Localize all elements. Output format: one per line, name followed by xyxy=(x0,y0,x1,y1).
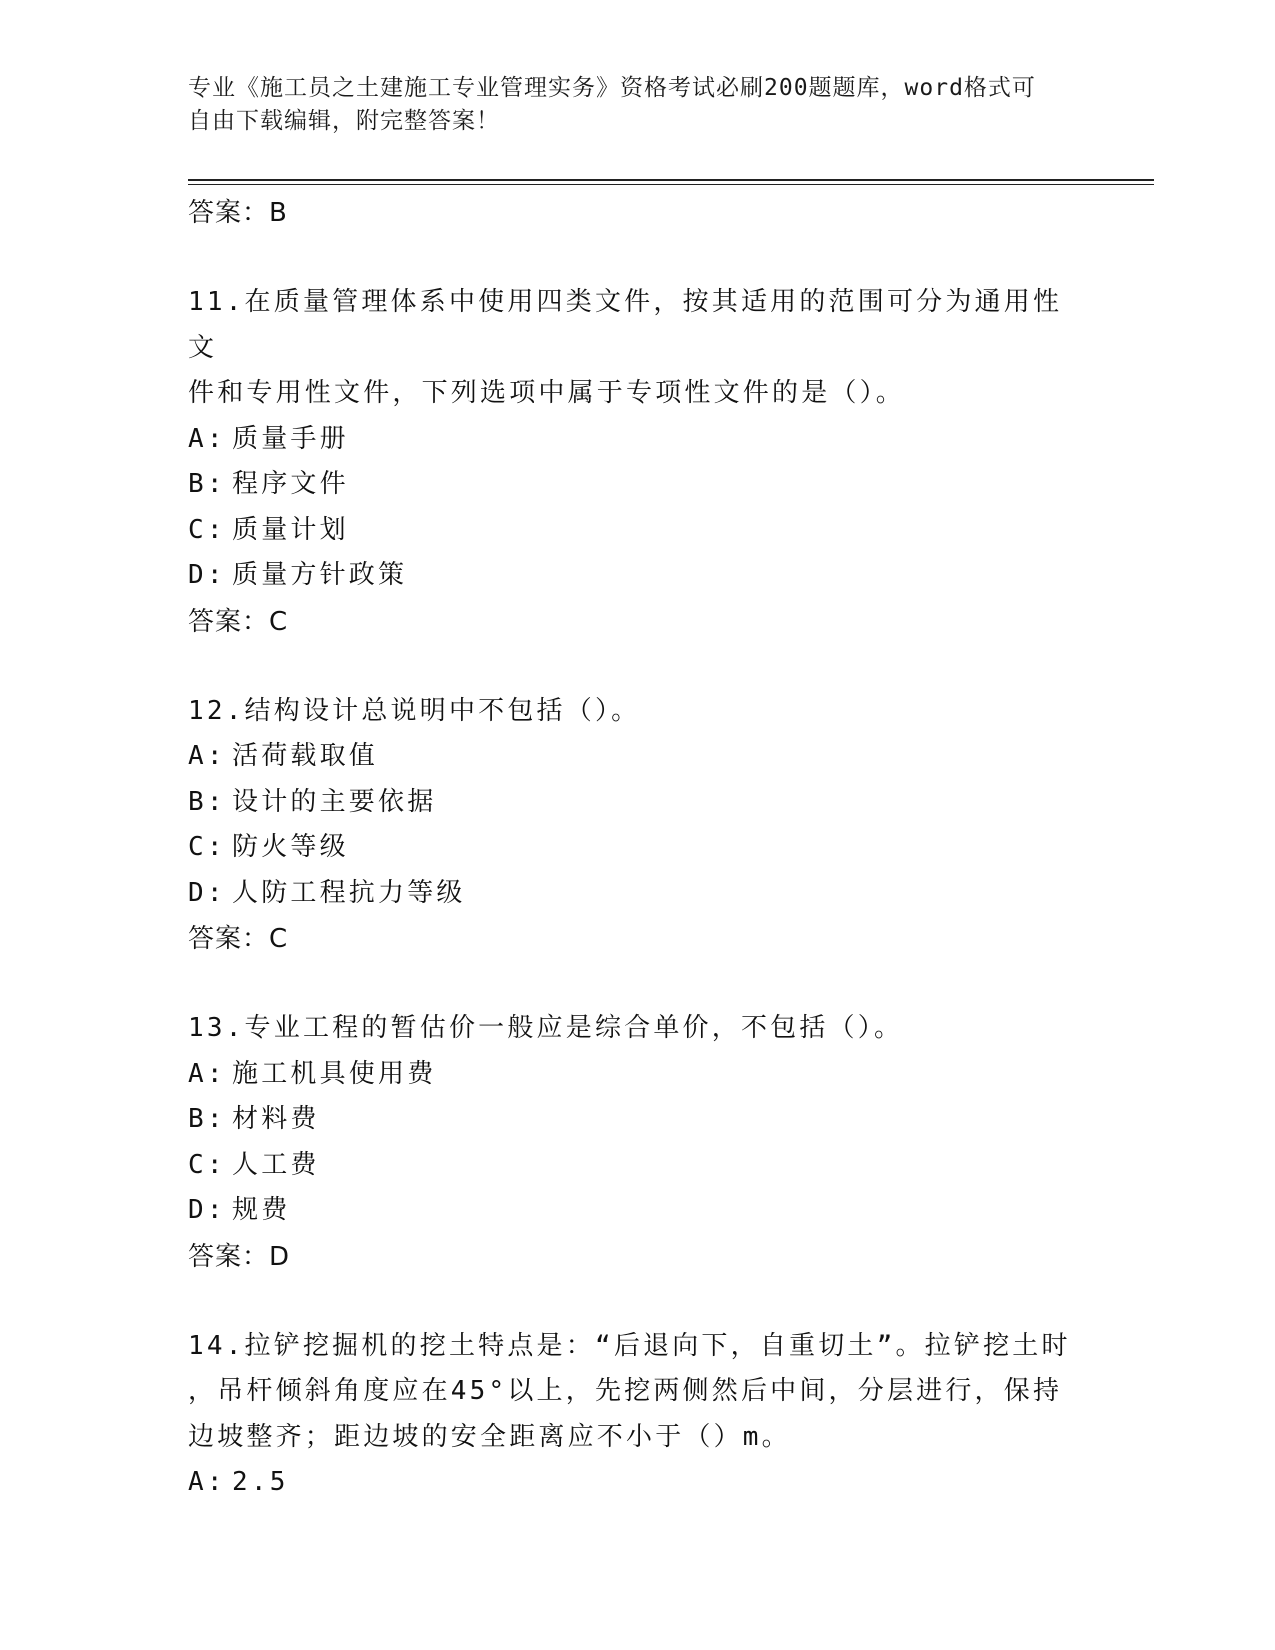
question-block xyxy=(188,1006,1088,1280)
option-label: A: xyxy=(188,1467,226,1497)
option-label: D: xyxy=(188,877,226,908)
option-text: 活荷载取值 xyxy=(232,741,379,771)
question-text-line: 14.拉铲挖掘机的挖土特点是：“后退向下，自重切土”。拉铲挖土时 xyxy=(188,1330,1071,1361)
option-text: 质量手册 xyxy=(232,423,349,454)
option-text: 防火等级 xyxy=(232,832,349,862)
option-text: 人防工程抗力等级 xyxy=(232,877,466,908)
question-text-line: ，吊杆倾斜角度应在45°以上，先挖两侧然后中间，分层进行，保持 xyxy=(188,1376,1063,1406)
option-b xyxy=(188,462,1088,508)
answer-line: 答案：C xyxy=(188,924,289,954)
option-b xyxy=(188,1097,1088,1143)
answer-line: 答案：D xyxy=(188,1241,291,1272)
header-line-2: 自由下载编辑，附完整答案！ xyxy=(188,108,500,134)
option-label: A: xyxy=(188,741,226,771)
spacer xyxy=(188,236,1088,280)
question-block xyxy=(188,1324,1088,1506)
option-d xyxy=(188,553,1088,599)
option-c xyxy=(188,1143,1088,1189)
document-header xyxy=(188,72,1068,138)
question-block xyxy=(188,280,1088,645)
question-text-line: 件和专用性文件，下列选项中属于专项性文件的是（）。 xyxy=(188,378,906,408)
option-a xyxy=(188,734,1088,780)
option-label: B: xyxy=(188,786,226,817)
spacer xyxy=(188,645,1088,689)
question-list xyxy=(188,190,1088,1506)
option-text: 材料费 xyxy=(232,1104,320,1134)
option-label: B: xyxy=(188,1104,226,1134)
option-text: 2.5 xyxy=(232,1467,289,1497)
option-label: A: xyxy=(188,423,226,454)
question-text-line: 13.专业工程的暂估价一般应是综合单价，不包括（）。 xyxy=(188,1013,904,1043)
option-text: 程序文件 xyxy=(232,469,349,499)
option-text: 规费 xyxy=(232,1195,291,1225)
question-text-line: 边坡整齐；距边坡的安全距离应不小于（）m。 xyxy=(188,1421,791,1452)
header-divider-thin xyxy=(188,184,1154,185)
option-d xyxy=(188,1188,1088,1234)
answer-line: 答案：B xyxy=(188,198,288,228)
option-text: 施工机具使用费 xyxy=(232,1058,437,1089)
option-label: C: xyxy=(188,832,226,862)
option-c xyxy=(188,825,1088,871)
question-block xyxy=(188,689,1088,963)
spacer xyxy=(188,962,1088,1006)
option-text: 人工费 xyxy=(232,1149,320,1180)
option-label: A: xyxy=(188,1058,226,1089)
option-label: D: xyxy=(188,560,226,590)
option-text: 质量方针政策 xyxy=(232,560,408,590)
option-c xyxy=(188,508,1088,554)
option-label: C: xyxy=(188,1149,226,1180)
option-a xyxy=(188,1052,1088,1098)
spacer xyxy=(188,1280,1088,1324)
option-text: 质量计划 xyxy=(232,514,349,545)
question-text-line: 12.结构设计总说明中不包括（）。 xyxy=(188,695,641,726)
header-divider-thick xyxy=(188,179,1154,181)
option-b xyxy=(188,780,1088,826)
option-label: D: xyxy=(188,1195,226,1225)
header-line-1: 专业《施工员之土建施工专业管理实务》资格考试必刷200题题库，word格式可 xyxy=(188,75,1036,101)
option-a xyxy=(188,417,1088,463)
option-d xyxy=(188,871,1088,917)
option-label: C: xyxy=(188,514,226,545)
option-a xyxy=(188,1460,1088,1506)
answer-line: 答案：C xyxy=(188,606,289,637)
option-label: B: xyxy=(188,469,226,499)
option-text: 设计的主要依据 xyxy=(232,786,437,817)
question-text-line: 11.在质量管理体系中使用四类文件，按其适用的范围可分为通用性文 xyxy=(188,287,1063,363)
